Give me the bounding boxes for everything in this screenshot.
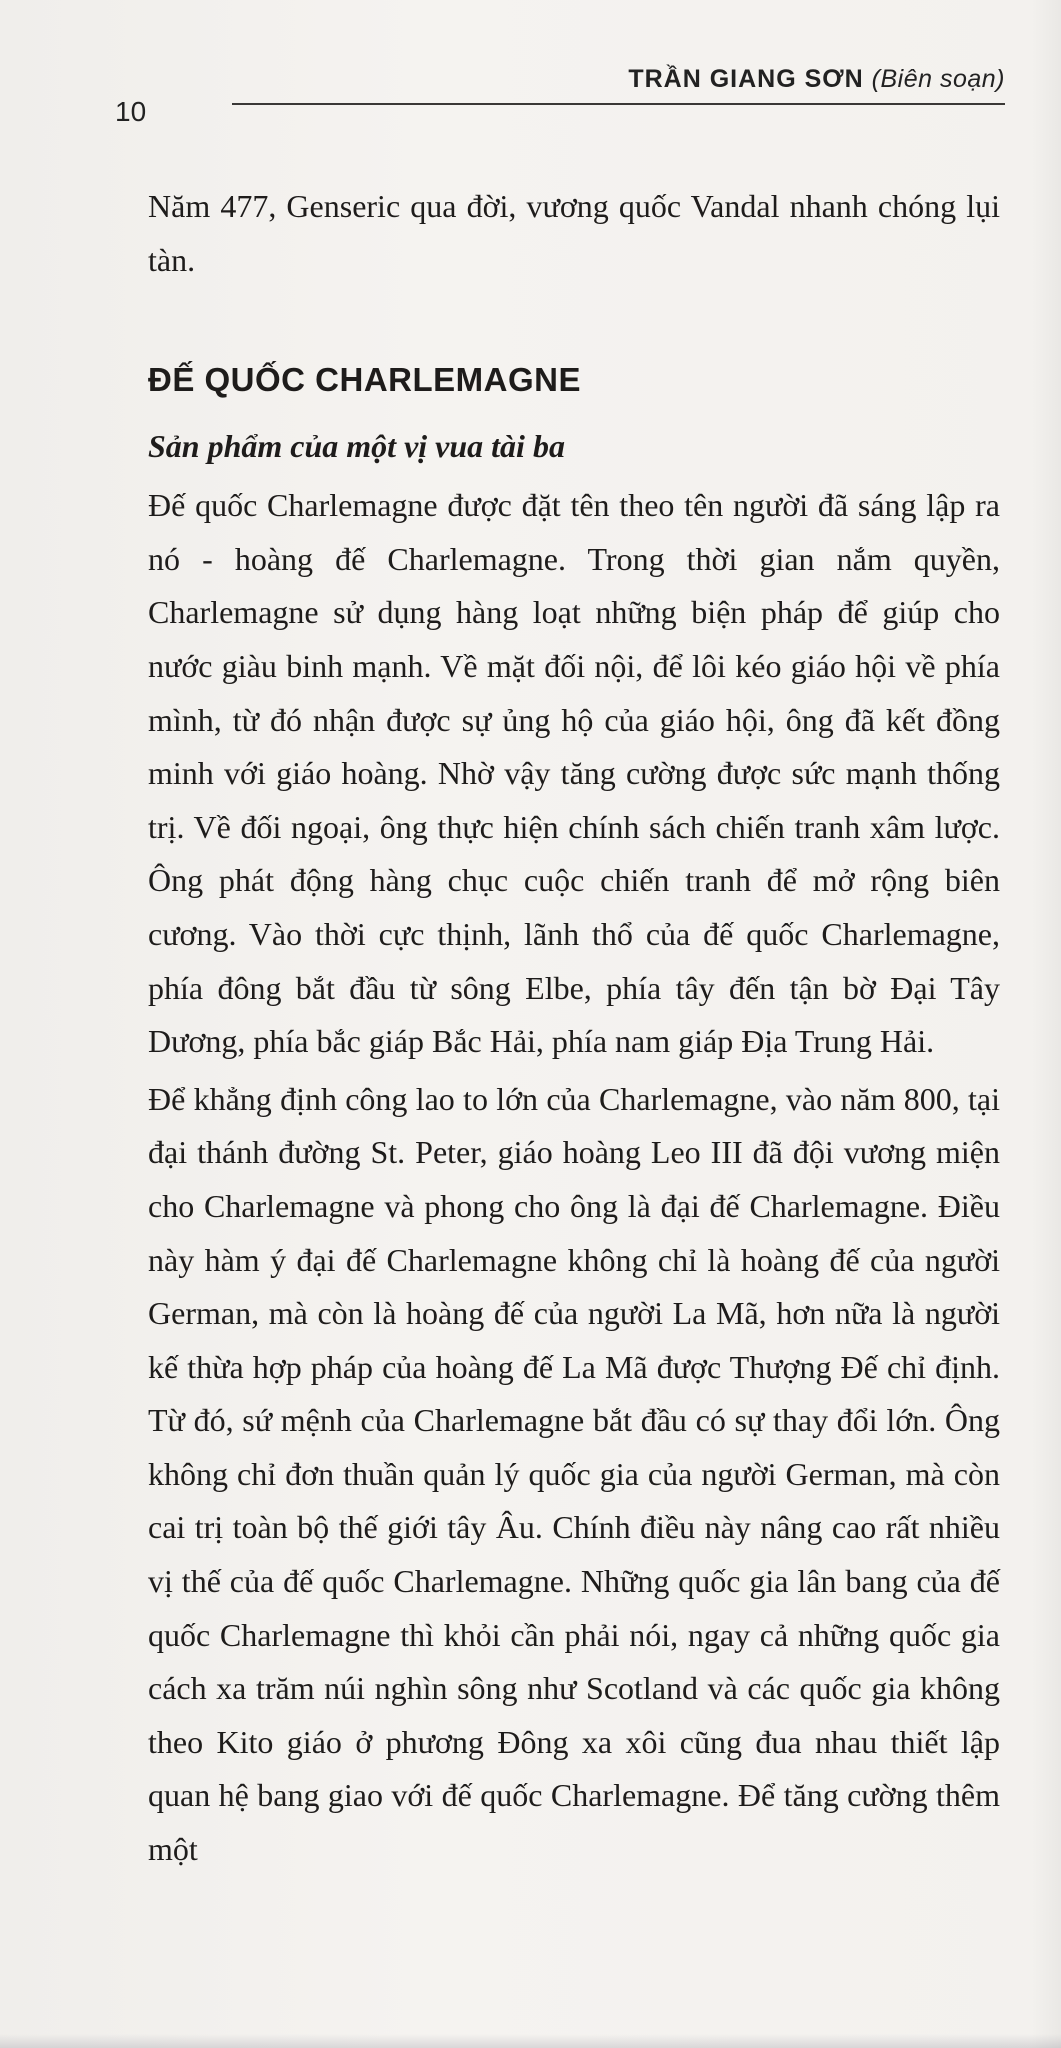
page-bottom-edge	[0, 2034, 1061, 2048]
section-title: ĐẾ QUỐC CHARLEMAGNE	[148, 361, 582, 399]
page-body	[148, 180, 1000, 1877]
intro-paragraph: Năm 477, Genseric qua đời, vương quốc Vandal nhanh chóng lụi tàn.	[148, 188, 1000, 278]
running-head-role: (Biên soạn)	[871, 65, 1005, 93]
page-number: 10	[115, 96, 147, 127]
subheading: Sản phẩm của một vị vua tài ba	[148, 428, 565, 465]
running-head	[628, 65, 1005, 94]
paragraph-1: Đế quốc Charlemagne được đặt tên theo tên người đã sáng lập ra nó - hoàng đế Charlemagne. Trong thời gian nắm quyền, Charlemagne sử dụng hàng loạt những biện pháp để giúp cho nước giàu binh mạnh. Về mặt đối nội, để lôi kéo giáo hội về phía mình, từ đó nhận được sự ủng hộ của giáo hội, ông đã kết đồng minh với giáo hoàng. Nhờ vậy tăng cường được sức mạnh thống trị. Về đối ngoại, ông thực hiện chính sách chiến tranh xâm lược. Ông phát động hàng chục cuộc chiến tranh để mở rộng biên cương. Vào thời cực thịnh, lãnh thổ của đế quốc Charlemagne, phía đông bắt đầu từ sông Elbe, phía tây đến tận bờ Đại Tây Dương, phía bắc giáp Bắc Hải, phía nam giáp Địa Trung Hải.	[148, 487, 1000, 1060]
header-rule	[232, 103, 1005, 105]
page-header	[100, 60, 1005, 127]
paragraph-2: Để khẳng định công lao to lớn của Charlemagne, vào năm 800, tại đại thánh đường St. Peter, giáo hoàng Leo III đã đội vương miện cho Charlemagne và phong cho ông là đại đế Charlemagne. Điều này hàm ý đại đế Charlemagne không chỉ là hoàng đế của người German, mà còn là hoàng đế của người La Mã, hơn nữa là người kế thừa hợp pháp của hoàng đế La Mã được Thượng Đế chỉ định. Từ đó, sứ mệnh của Charlemagne bắt đầu có sự thay đổi lớn. Ông không chỉ đơn thuần quản lý quốc gia của người German, mà còn cai trị toàn bộ thế giới tây Âu. Chính điều này nâng cao rất nhiều vị thế của đế quốc Charlemagne. Những quốc gia lân bang của đế quốc Charlemagne thì khỏi cần phải nói, ngay cả những quốc gia cách xa trăm núi nghìn sông như Scotland và các quốc gia không theo Kito giáo ở phương Đông xa xôi cũng đua nhau thiết lập quan hệ bang giao với đế quốc Charlemagne. Để tăng cường thêm một	[148, 1080, 1000, 1868]
page-edge-shadow	[1031, 0, 1061, 2048]
running-head-author: TRẦN GIANG SƠN	[628, 65, 864, 93]
